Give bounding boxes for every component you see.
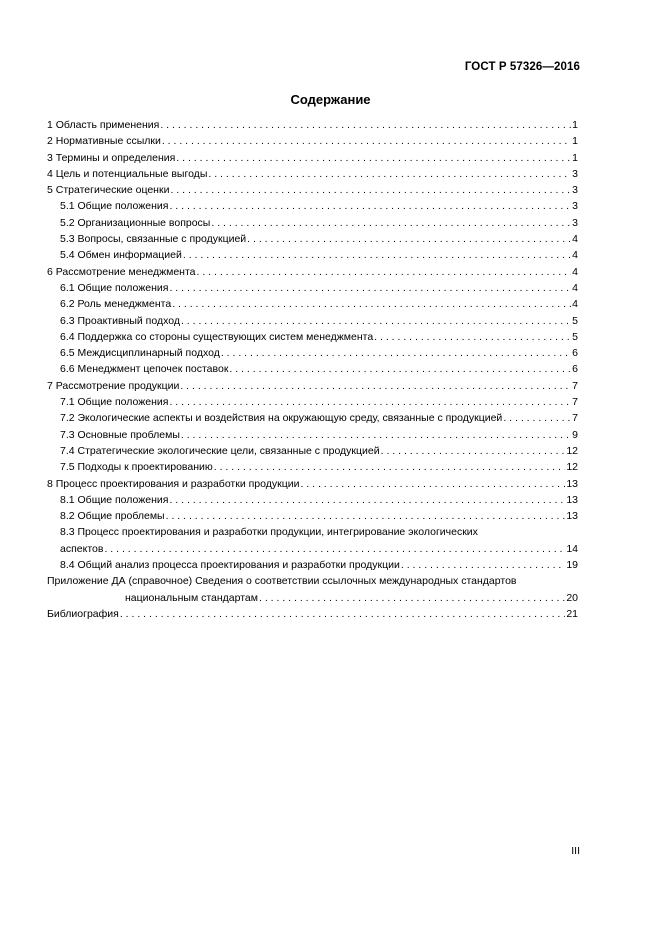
toc-entry-text: Библиография	[47, 607, 119, 620]
toc-entry-text: 7.1 Общие положения	[60, 396, 169, 409]
toc-entry[interactable]	[47, 247, 578, 263]
toc-page-number: 19	[566, 559, 578, 572]
toc-entry[interactable]	[47, 378, 578, 394]
toc-entry-text: 5 Стратегические оценки	[47, 184, 170, 197]
toc-entry[interactable]	[47, 443, 578, 459]
toc-entry[interactable]	[47, 280, 578, 296]
toc-page-number: 1	[572, 151, 578, 164]
toc-page-number: 4	[572, 281, 578, 294]
toc-page-number: 14	[566, 542, 578, 555]
toc-leader-dots	[170, 182, 571, 198]
toc-entry[interactable]	[47, 198, 578, 214]
toc-entry[interactable]	[47, 410, 578, 426]
toc-page-number: 4	[572, 298, 578, 311]
toc-entry-text-cont: аспектов	[60, 542, 104, 555]
toc-entry-text: 6.2 Роль менеджмента	[60, 298, 172, 311]
toc-entry-text: Приложение ДА (справочное) Сведения о соответствии ссылочных международных стандартов	[47, 575, 517, 588]
toc-entry-text: 7.5 Подходы к проектированию	[60, 461, 213, 474]
toc-entry[interactable]	[47, 427, 578, 443]
table-of-contents	[47, 117, 578, 622]
toc-leader-dots	[169, 394, 571, 410]
toc-leader-dots	[181, 427, 571, 443]
toc-page-number: 4	[572, 249, 578, 262]
toc-leader-dots	[162, 133, 571, 149]
toc-entry[interactable]	[47, 313, 578, 329]
toc-entry-text: 7.2 Экологические аспекты и воздействия на окружающую среду, связанные с продукцией	[60, 412, 503, 425]
toc-entry[interactable]	[47, 296, 578, 312]
toc-leader-dots	[104, 541, 565, 557]
toc-leader-dots	[169, 280, 571, 296]
toc-leader-dots	[176, 150, 571, 166]
toc-leader-dots	[160, 117, 571, 133]
toc-leader-dots	[211, 215, 571, 231]
toc-entry[interactable]	[47, 329, 578, 345]
toc-page-number: 6	[572, 363, 578, 376]
toc-entry-text: 6.4 Поддержка со стороны существующих систем менеджмента	[60, 330, 374, 343]
toc-entry-text: 6.6 Менеджмент цепочек поставок	[60, 363, 229, 376]
toc-entry-appendix-da[interactable]	[47, 573, 578, 606]
toc-leader-dots	[166, 508, 566, 524]
toc-page-number: 4	[572, 233, 578, 246]
toc-page-number: 12	[566, 444, 578, 457]
toc-entry-8-4[interactable]	[47, 557, 578, 573]
toc-entry-8-3[interactable]	[47, 524, 578, 557]
toc-leader-dots	[181, 313, 571, 329]
toc-entry-text: 8.2 Общие проблемы	[60, 510, 165, 523]
toc-entry-text: 2 Нормативные ссылки	[47, 135, 161, 148]
toc-entry[interactable]	[47, 166, 578, 182]
toc-page-number: 13	[566, 510, 578, 523]
toc-page-number: 20	[566, 591, 578, 604]
toc-entry-text: 7 Рассмотрение продукции	[47, 379, 180, 392]
toc-page-number: 13	[566, 493, 578, 506]
toc-entry[interactable]	[47, 264, 578, 280]
toc-entry-text: 6.3 Проактивный подход	[60, 314, 180, 327]
toc-entry-text: 4 Цель и потенциальные выгоды	[47, 167, 208, 180]
toc-entry[interactable]	[47, 459, 578, 475]
toc-leader-dots	[259, 590, 565, 606]
toc-entry-text: 5.3 Вопросы, связанные с продукцией	[60, 233, 247, 246]
toc-leader-dots	[229, 361, 571, 377]
toc-page-number: 1	[572, 135, 578, 148]
toc-leader-dots	[374, 329, 571, 345]
toc-entry-text: 3 Термины и определения	[47, 151, 176, 164]
toc-entry[interactable]	[47, 231, 578, 247]
toc-entry[interactable]	[47, 117, 578, 133]
toc-entry-text: 6.5 Междисциплинарный подход	[60, 347, 220, 360]
toc-leader-dots	[300, 476, 565, 492]
toc-entry-text: 6.1 Общие положения	[60, 281, 169, 294]
toc-page-number: 7	[572, 379, 578, 392]
toc-entry-text: 7.4 Стратегические экологические цели, связанные с продукцией	[60, 444, 380, 457]
toc-leader-dots	[503, 410, 571, 426]
toc-leader-dots	[180, 378, 571, 394]
document-code: ГОСТ Р 57326—2016	[464, 61, 580, 73]
toc-entry-text: 8 Процесс проектирования и разработки продукции	[47, 477, 300, 490]
toc-entry[interactable]	[47, 508, 578, 524]
toc-entry[interactable]	[47, 394, 578, 410]
toc-entry[interactable]	[47, 476, 578, 492]
toc-entry[interactable]	[47, 215, 578, 231]
toc-entry[interactable]	[47, 133, 578, 149]
toc-entry-text: 6 Рассмотрение менеджмента	[47, 265, 196, 278]
toc-page-number: 13	[566, 477, 578, 490]
toc-entry-text: 8.4 Общий анализ процесса проектирования и разработки продукции	[60, 559, 400, 572]
toc-entry[interactable]	[47, 361, 578, 377]
toc-entry-text: 8.1 Общие положения	[60, 493, 169, 506]
toc-leader-dots	[401, 557, 565, 573]
toc-page-number: 5	[572, 330, 578, 343]
toc-entry[interactable]	[47, 182, 578, 198]
toc-page-number: 4	[572, 265, 578, 278]
toc-leader-dots	[247, 231, 571, 247]
toc-entry-text-cont: национальным стандартам	[125, 591, 258, 604]
toc-leader-dots	[208, 166, 571, 182]
toc-entry[interactable]	[47, 150, 578, 166]
toc-entry-text: 5.1 Общие положения	[60, 200, 169, 213]
toc-entry-text: 8.3 Процесс проектирования и разработки продукции, интегрирование экологических	[60, 526, 478, 539]
toc-leader-dots	[183, 247, 571, 263]
toc-page-number: 3	[572, 216, 578, 229]
toc-page-number: 9	[572, 428, 578, 441]
toc-leader-dots	[221, 345, 571, 361]
toc-leader-dots	[169, 492, 565, 508]
toc-page-number: 7	[572, 412, 578, 425]
toc-page-number: 3	[572, 167, 578, 180]
toc-page-number: 6	[572, 347, 578, 360]
page-number-footer: III	[571, 845, 580, 857]
toc-leader-dots	[169, 198, 571, 214]
toc-page-number: 3	[572, 200, 578, 213]
toc-entry-text: 7.3 Основные проблемы	[60, 428, 180, 441]
toc-page-number: 1	[572, 119, 578, 131]
toc-title: Содержание	[290, 92, 371, 107]
toc-leader-dots	[214, 459, 566, 475]
toc-page-number: 12	[566, 461, 578, 474]
toc-page-number: 5	[572, 314, 578, 327]
toc-entry-text: 5.2 Организационные вопросы	[60, 216, 211, 229]
toc-entry[interactable]	[47, 345, 578, 361]
toc-page-number: 21	[566, 607, 578, 620]
toc-entry[interactable]	[47, 492, 578, 508]
toc-entry-bibliography[interactable]	[47, 606, 578, 622]
toc-page-number: 3	[572, 184, 578, 197]
toc-entry-text: 5.4 Обмен информацией	[60, 249, 182, 262]
toc-entry-text: 1 Область применения	[47, 119, 160, 131]
toc-page-number: 7	[572, 396, 578, 409]
toc-leader-dots	[381, 443, 566, 459]
toc-leader-dots	[197, 264, 572, 280]
toc-leader-dots	[172, 296, 571, 312]
toc-leader-dots	[120, 606, 565, 622]
